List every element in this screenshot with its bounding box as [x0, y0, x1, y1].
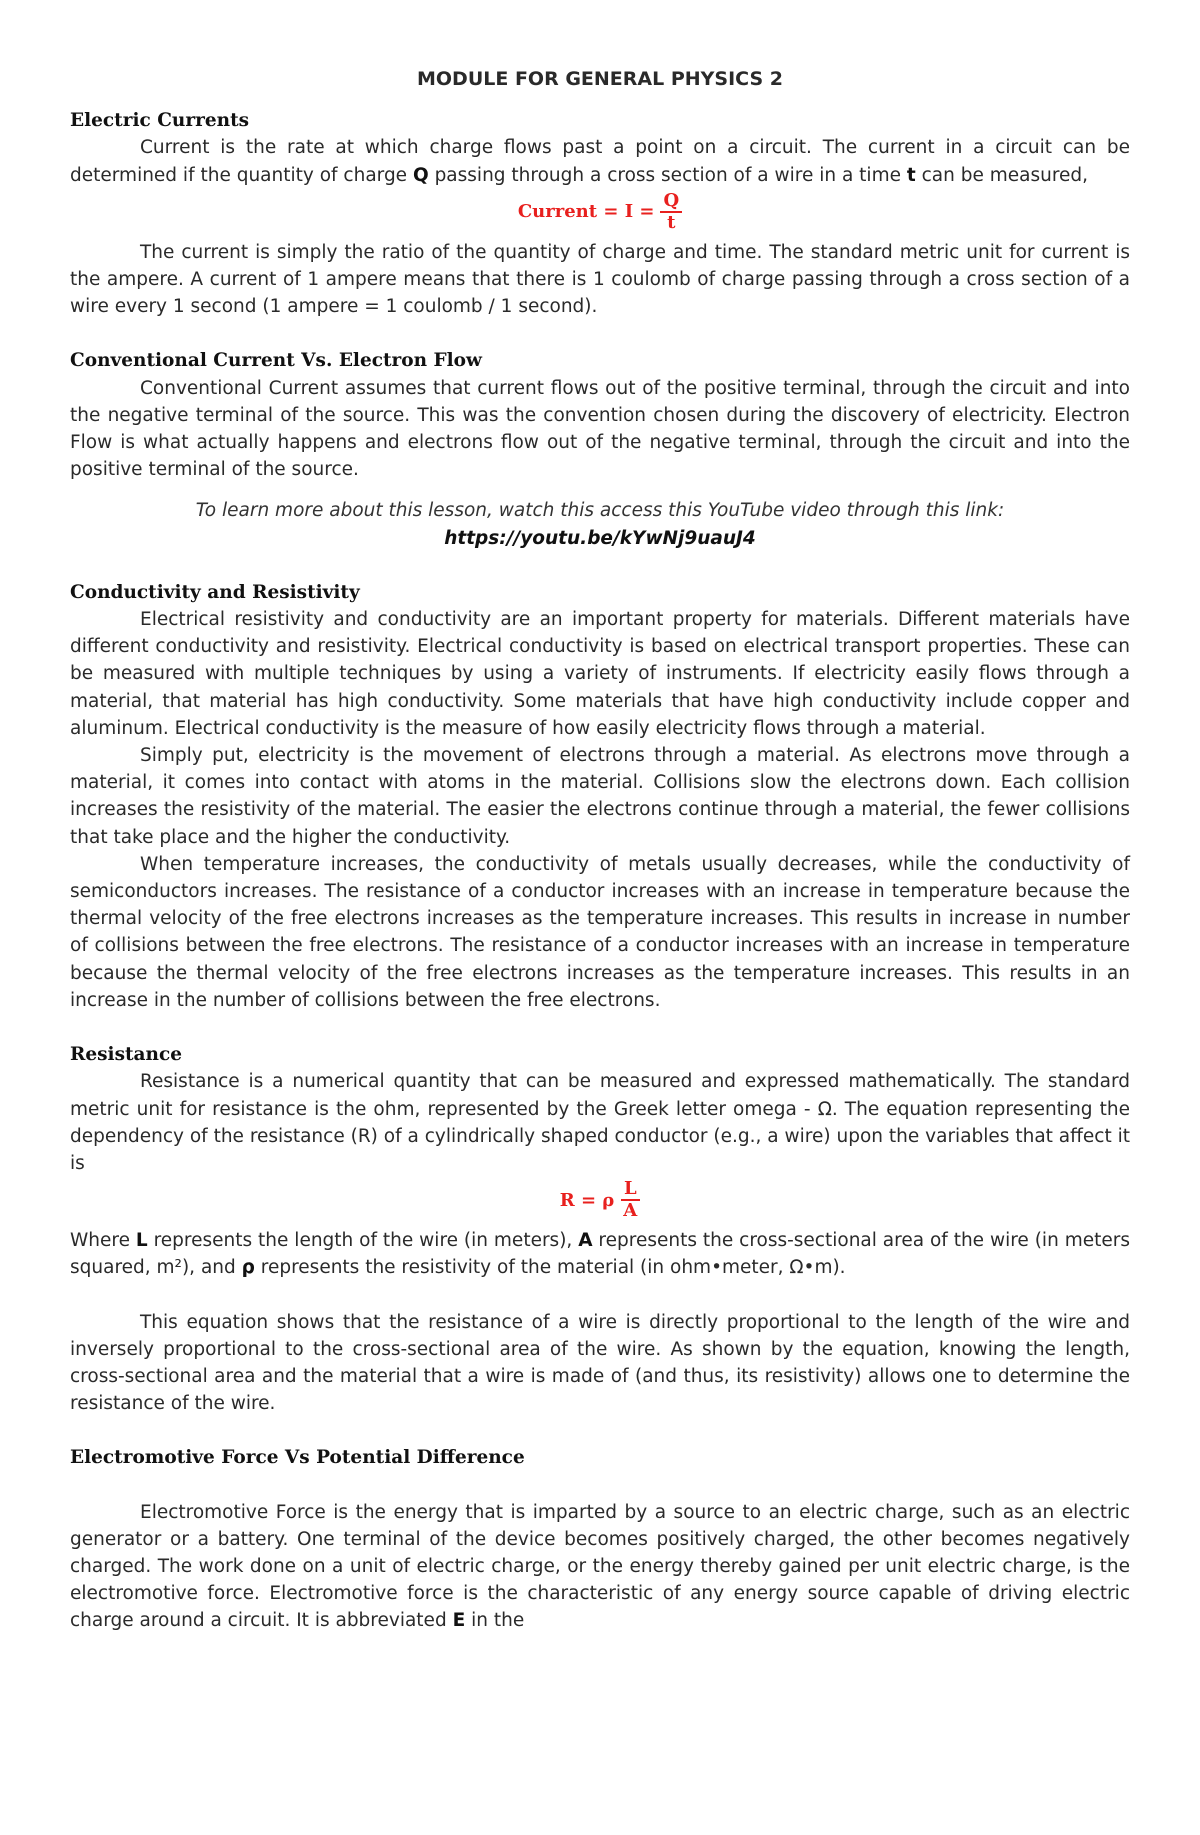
resistance-formula: R = ρ $\frac{L}{A}$ — [70, 1179, 1130, 1221]
youtube-link[interactable]: https://youtu.be/kYwNj9uauJ4 — [444, 527, 756, 549]
heading-emf: Electromotive Force Vs Potential Difference — [70, 1447, 525, 1469]
paragraph: When temperature increases, the conductivity of metals usually decreases, while the conductivity of semiconductors increases. The resistance of a conductor increases with an increase in temperature because the thermal velocity of the free electrons increases as the temperature increases. This results in increase in number of collisions between the free electrons. The resistance of a conductor increases with an increase in temperature because the thermal velocity of the free electrons increases as the temperature increases. This results in an increase in the number of collisions between the free electrons. — [70, 853, 1130, 1011]
heading-electric-currents: Electric Currents — [70, 110, 250, 132]
paragraph: Conventional Current assumes that current flows out of the positive terminal, through the circuit and into the negative terminal of the source. This was the convention chosen during the discovery of electricity. Electron Flow is what actually happens and electrons flow out of the negative terminal, through the circuit and into the positive terminal of the source. — [70, 377, 1130, 481]
heading-resistance: Resistance — [70, 1044, 183, 1066]
video-note: To learn more about this lesson, watch this access this YouTube video through this link: — [195, 500, 1005, 522]
paragraph: Simply put, electricity is the movement of electrons through a material. As electrons move through a material, it comes into contact with atoms in the material. Collisions slow the electrons down. Each collision increases the resistivity of the material. The easier the electrons continue through a material, the fewer collisions that take place and the higher the conductivity. — [70, 745, 1130, 848]
paragraph: Current is the rate at which charge flows past a point on a circuit. The current in a circuit can be determined if the quantity of charge Q passing through a cross section of a wire in a time t can be measured, — [70, 137, 1130, 186]
paragraph: This equation shows that the resistance of a wire is directly proportional to the length of the wire and inversely proportional to the cross-sectional area of the wire. As shown by the equation, knowing the length, cross-sectional area and the material that a wire is made of (and thus, its resistivity) allows one to determine the resistance of the wire. — [70, 1311, 1130, 1415]
current-formula: Current = I = $\frac{Q}{t}$ — [70, 191, 1130, 233]
paragraph: Where L represents the length of the wire (in meters), A represents the cross-sectional area of the wire (in meters squared, m²), and ρ represents the resistivity of the material (in ohm•meter, Ω•m). — [70, 1230, 1130, 1279]
heading-conductivity-resistivity: Conductivity and Resistivity — [70, 581, 360, 603]
paragraph: Electrical resistivity and conductivity are an important property for materials. Different materials have different conductivity and resistivity. Electrical conductivity is based on electrical transport properties. These can be measured with multiple techniques by using a variety of instruments. If electricity easily flows through a material, that material has high conductivity. Some materials that have high conductivity include copper and aluminum. Electrical conductivity is the measure of how easily electricity flows through a material. — [70, 609, 1130, 739]
paragraph: Electromotive Force is the energy that is imparted by a source to an electric charge, such as an electric generator or a battery. One terminal of the device becomes positively charged, the other becomes negatively charged. The work done on a unit of electric charge, or the energy thereby gained per unit electric charge, is the electromotive force. Electromotive force is the characteristic of any energy source capable of driving electric charge around a circuit. It is abbreviated E in the — [70, 1501, 1130, 1632]
paragraph: The current is simply the ratio of the quantity of charge and time. The standard metric unit for current is the ampere. A current of 1 ampere means that there is 1 coulomb of charge passing through a cross section of a wire every 1 second (1 ampere = 1 coulomb / 1 second). — [70, 241, 1130, 318]
page-title: MODULE FOR GENERAL PHYSICS 2 — [416, 68, 783, 90]
heading-conventional-current: Conventional Current Vs. Electron Flow — [70, 350, 482, 372]
document-page — [70, 66, 1130, 1635]
paragraph: Resistance is a numerical quantity that can be measured and expressed mathematically. The standard metric unit for resistance is the ohm, represented by the Greek letter omega - Ω. The equation representing the dependency of the resistance (R) of a cylindrically shaped conductor (e.g., a wire) upon the variables that affect it is — [70, 1071, 1130, 1174]
